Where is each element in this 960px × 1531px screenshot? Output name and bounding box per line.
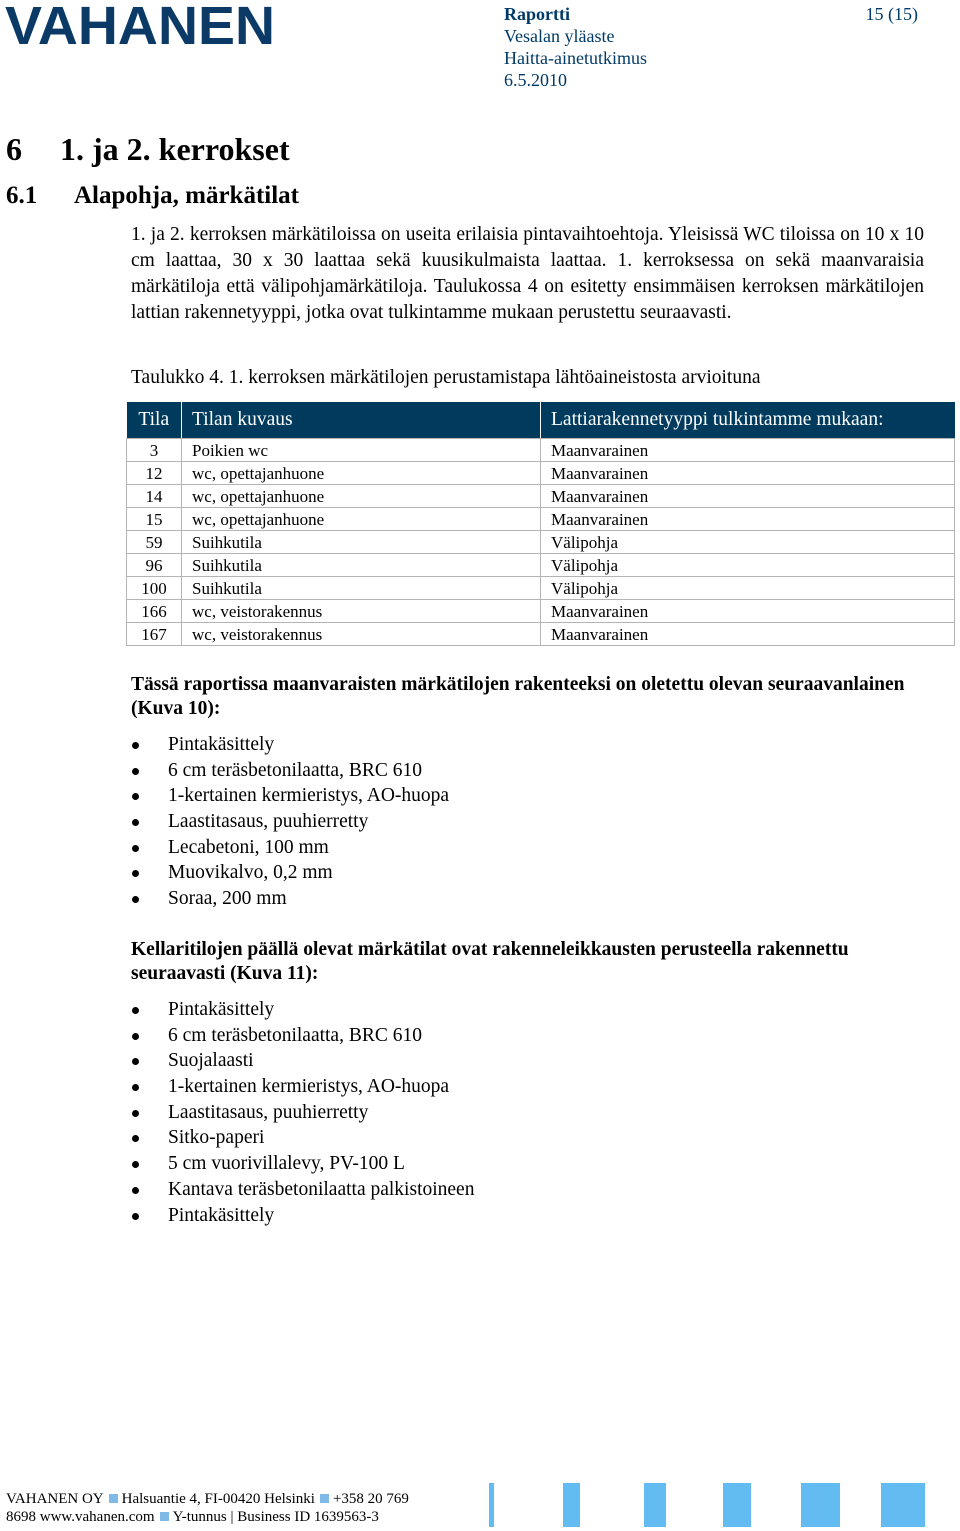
cell-floor-type: Maanvarainen: [541, 623, 955, 646]
document-header: [504, 3, 647, 91]
cell-room: 96: [127, 554, 182, 577]
cell-floor-type: Maanvarainen: [541, 439, 955, 462]
square-bullet-icon: [160, 1512, 169, 1521]
cell-description: Suihkutila: [182, 577, 541, 600]
table-caption: Taulukko 4. 1. kerroksen märkätilojen perustamistapa lähtöaineistosta arvioituna: [131, 367, 761, 388]
heading-2-number: 6.1: [6, 182, 38, 209]
cell-room: 166: [127, 600, 182, 623]
heading-1: [6, 130, 290, 168]
cell-room: 14: [127, 485, 182, 508]
cell-description: wc, opettajanhuone: [182, 462, 541, 485]
section-b-lead: Kellaritilojen päällä olevat märkätilat ovat rakenneleikkausten perusteella rakennettu seuraavasti (Kuva 11):: [131, 939, 849, 984]
cell-floor-type: Maanvarainen: [541, 600, 955, 623]
square-bullet-icon: [109, 1494, 118, 1503]
cell-room: 167: [127, 623, 182, 646]
cell-description: Poikien wc: [182, 439, 541, 462]
table-row: [127, 508, 955, 531]
list-item: 6 cm teräsbetonilaatta, BRC 610: [131, 758, 449, 784]
section-a-lead: Tässä raportissa maanvaraisten märkätilojen rakenteeksi on oletettu olevan seuraavanlainen (Kuva 10):: [131, 674, 905, 719]
cell-description: wc, veistorakennus: [182, 623, 541, 646]
footer-company: VAHANEN OY: [6, 1491, 104, 1507]
header-cell-room: Tila: [127, 402, 182, 438]
table-row: [127, 600, 955, 623]
decorative-bar: [644, 1483, 666, 1527]
header-cell-description: Tilan kuvaus: [182, 402, 541, 438]
list-item: Kantava teräsbetonilaatta palkistoineen: [131, 1177, 474, 1203]
footer-business-id: Y-tunnus | Business ID 1639563-3: [172, 1509, 379, 1525]
cell-description: Suihkutila: [182, 531, 541, 554]
table-row: [127, 531, 955, 554]
company-logo: [5, 0, 280, 56]
project-name: Vesalan yläaste: [504, 26, 615, 46]
list-item: 1-kertainen kermieristys, AO-huopa: [131, 783, 449, 809]
list-item: Pintakäsittely: [131, 997, 474, 1023]
cell-description: wc, veistorakennus: [182, 600, 541, 623]
wet-rooms-table: [126, 402, 955, 646]
footer-phone: +358 20 769: [332, 1491, 409, 1507]
list-item: 5 cm vuorivillalevy, PV-100 L: [131, 1151, 474, 1177]
table-row: [127, 462, 955, 485]
header-cell-floor-type: Lattiarakennetyyppi tulkintamme mukaan:: [541, 402, 955, 438]
cell-floor-type: Välipohja: [541, 531, 955, 554]
decorative-bar: [723, 1483, 751, 1527]
page-footer: [6, 1490, 409, 1526]
table-row: [127, 623, 955, 646]
square-bullet-icon: [320, 1494, 329, 1503]
page-number: 15 (15): [865, 4, 918, 24]
table-header-row: [127, 402, 955, 438]
decorative-bar: [563, 1483, 580, 1527]
footer-decorative-bars: [489, 1483, 929, 1527]
list-item: Pintakäsittely: [131, 1203, 474, 1229]
list-item: Sitko-paperi: [131, 1125, 474, 1151]
table-row: [127, 554, 955, 577]
cell-floor-type: Maanvarainen: [541, 462, 955, 485]
cell-floor-type: Välipohja: [541, 554, 955, 577]
list-item: Laastitasaus, puuhierretty: [131, 1100, 474, 1126]
table-row: [127, 439, 955, 462]
heading-2: [6, 180, 299, 212]
list-item: 1-kertainen kermieristys, AO-huopa: [131, 1074, 474, 1100]
cell-room: 59: [127, 531, 182, 554]
list-item: Pintakäsittely: [131, 732, 449, 758]
svg-text:VAHANEN: VAHANEN: [5, 0, 275, 56]
cell-floor-type: Välipohja: [541, 577, 955, 600]
table-row: [127, 577, 955, 600]
intro-paragraph: 1. ja 2. kerroksen märkätiloissa on useita erilaisia pintavaihtoehtoja. Yleisissä WC tiloissa on 10 x 10 cm laattaa, 30 x 30 laattaa sekä kuusikulmaista laattaa. 1. kerroksessa on sekä maanvaraisia märkätiloja että välipohjamärkätiloja. Taulukossa 4 on esitetty ensimmäisen kerroksen märkätilojen lattian rakennetyyppi, jotka ovat tulkintamme mukaan perustettu seuraavasti.: [131, 224, 924, 323]
date: 6.5.2010: [504, 70, 567, 90]
cell-description: Suihkutila: [182, 554, 541, 577]
cell-room: 3: [127, 439, 182, 462]
heading-1-number: 6: [6, 131, 22, 167]
list-item: Suojalaasti: [131, 1048, 474, 1074]
heading-2-title: Alapohja, märkätilat: [74, 182, 299, 209]
cell-room: 100: [127, 577, 182, 600]
footer-phone-cont: 8698: [6, 1509, 36, 1525]
subject: Haitta-ainetutkimus: [504, 48, 647, 68]
decorative-bar: [801, 1483, 840, 1527]
list-item: Muovikalvo, 0,2 mm: [131, 860, 449, 886]
list-item: 6 cm teräsbetonilaatta, BRC 610: [131, 1023, 474, 1049]
section-b-list: [131, 997, 474, 1228]
decorative-bar: [489, 1483, 494, 1527]
cell-room: 15: [127, 508, 182, 531]
decorative-bar: [881, 1483, 925, 1527]
list-item: Soraa, 200 mm: [131, 886, 449, 912]
doc-type: Raportti: [504, 4, 570, 24]
heading-1-title: 1. ja 2. kerrokset: [60, 131, 290, 167]
cell-floor-type: Maanvarainen: [541, 508, 955, 531]
list-item: Lecabetoni, 100 mm: [131, 835, 449, 861]
cell-floor-type: Maanvarainen: [541, 485, 955, 508]
footer-web: www.vahanen.com: [39, 1509, 155, 1525]
footer-address: Halsuantie 4, FI-00420 Helsinki: [121, 1491, 315, 1507]
cell-description: wc, opettajanhuone: [182, 485, 541, 508]
cell-description: wc, opettajanhuone: [182, 508, 541, 531]
cell-room: 12: [127, 462, 182, 485]
table-row: [127, 485, 955, 508]
list-item: Laastitasaus, puuhierretty: [131, 809, 449, 835]
section-a-list: [131, 732, 449, 912]
